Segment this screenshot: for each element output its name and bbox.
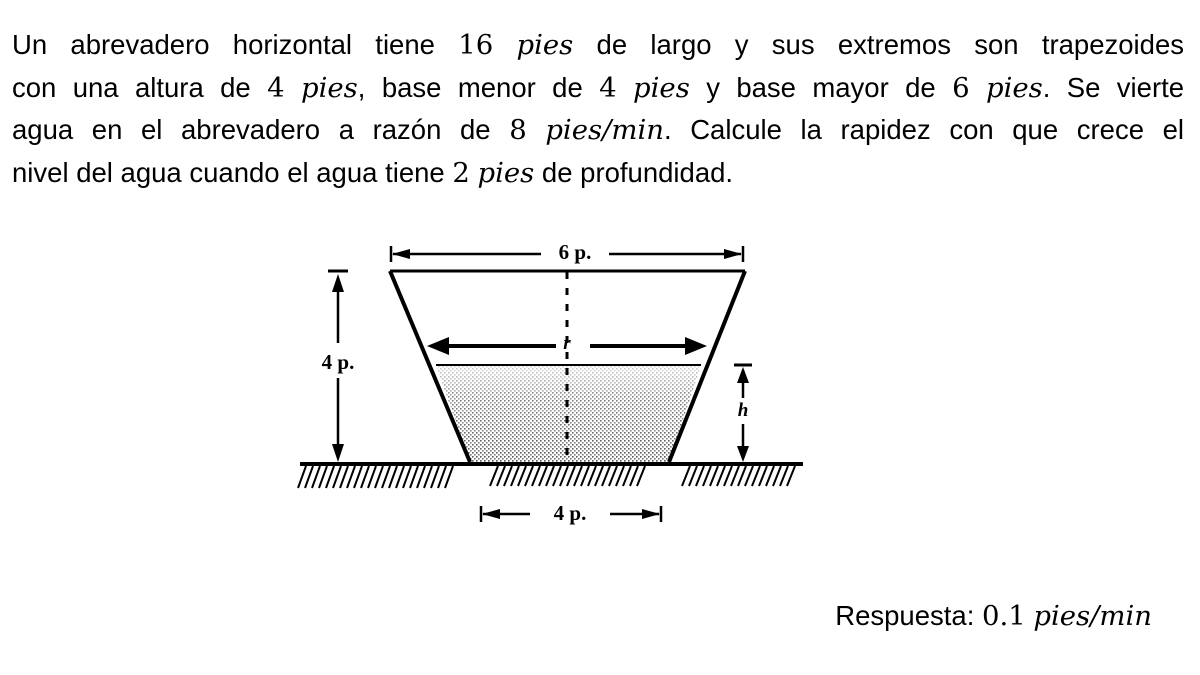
height-label: 4 p. <box>321 350 355 374</box>
math-number: 8 <box>509 114 527 146</box>
math-number: 6 <box>952 71 970 104</box>
math-unit: pies <box>985 71 1043 104</box>
math-number: 4 <box>599 71 617 104</box>
answer-label: Respuesta: <box>835 600 982 631</box>
math-unit: pies/min <box>545 114 664 146</box>
text-run: . Se vierte <box>1042 71 1185 103</box>
text-run: . Calcule la rapidez con que crece el <box>663 114 1185 145</box>
text-run: con una altura de <box>12 71 268 103</box>
math-unit: pies <box>301 71 358 104</box>
text-run: nivel del agua cuando el agua tiene <box>12 156 453 188</box>
math-unit: pies <box>516 29 574 61</box>
bottom-width-label: 4 p. <box>553 501 587 525</box>
math-number: 4 <box>267 71 285 104</box>
math-unit: pies <box>477 156 535 189</box>
text-run: de largo y sus extremos son trapezoides <box>573 29 1184 60</box>
ground-line <box>298 464 803 488</box>
math-number: 2 <box>452 156 470 189</box>
text-run: , base menor de <box>357 71 600 103</box>
math-number: 16 <box>458 29 494 61</box>
math-unit: pies <box>633 71 690 104</box>
water-height-label: h <box>737 400 749 421</box>
answer <box>835 596 1152 636</box>
text-run: de profundidad. <box>534 156 734 188</box>
text-run: y base mayor de <box>689 71 953 103</box>
water-region <box>436 365 701 462</box>
text-run: agua en el abrevadero a razón de <box>12 114 510 145</box>
text-run: Un abrevadero horizontal tiene <box>12 29 459 60</box>
answer-unit: pies/min <box>1033 600 1152 632</box>
water-width-label: r <box>563 333 571 354</box>
answer-value: 0.1 <box>981 600 1026 632</box>
top-width-label: 6 p. <box>558 240 592 264</box>
